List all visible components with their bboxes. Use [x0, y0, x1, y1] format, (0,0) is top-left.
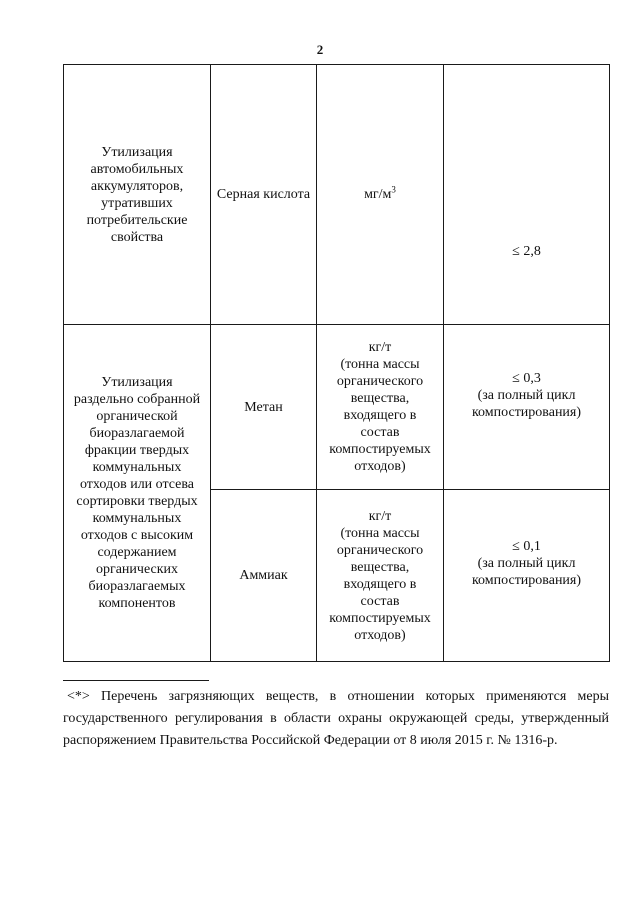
unit-cell: кг/т (тонна массы органического вещества, входящего в состав компостируемых отходов)	[317, 490, 444, 662]
value-cell: ≤ 0,3 (за полный цикл компостирования)	[444, 325, 610, 490]
table-row	[64, 325, 610, 490]
process-cell: Утилизация раздельно собранной органической биоразлагаемой фракции твердых коммунальных отходов или отсева сортировки твердых коммунальных отходов с высоким содержанием органических биоразлагаемых компонентов	[64, 325, 211, 662]
substance-cell: Метан	[211, 325, 317, 490]
page-number: 2	[316, 42, 324, 57]
emissions-table	[63, 64, 610, 662]
table-row	[64, 65, 610, 325]
substance-cell: Аммиак	[211, 490, 317, 662]
value-cell: ≤ 0,1 (за полный цикл компостирования)	[444, 490, 610, 662]
substance-cell: Серная кислота	[211, 65, 317, 325]
value-cell: ≤ 2,8	[444, 65, 610, 325]
footnote: <*> Перечень загрязняющих веществ, в отношении которых применяются меры государственного регулирования в области охраны окружающей среды, утвержденный распоряжением Правительства Российской Федерации от 8 июля 2015 г. № 1316-р.	[63, 689, 609, 748]
unit-text: мг/м	[364, 187, 392, 202]
unit-cell	[317, 65, 444, 325]
footnote-divider	[63, 680, 209, 681]
unit-superscript: 3	[391, 184, 396, 195]
unit-cell: кг/т (тонна массы органического вещества, входящего в состав компостируемых отходов)	[317, 325, 444, 490]
process-cell: Утилизация автомобильных аккумуляторов, утративших потребительские свойства	[64, 65, 211, 325]
